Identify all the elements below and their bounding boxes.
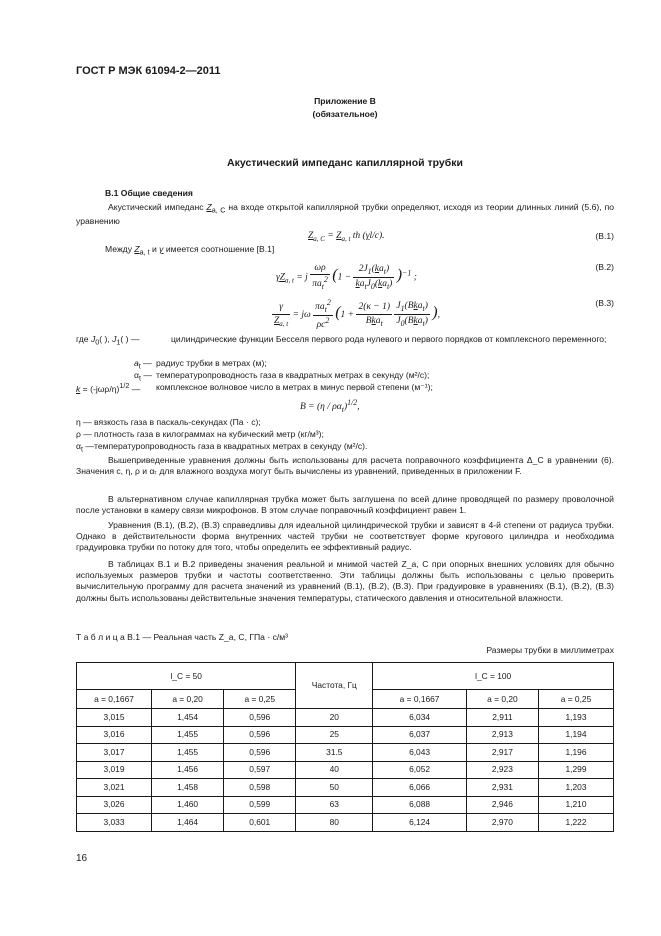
table-cell: 25 [296,726,373,744]
definition-symbol: $k = (-j\omega\rho/\eta)^{1/2}$ — [76,382,141,394]
definition-text: температуропроводность газа в квадратных метрах в секунду (м²/с); [156,370,430,380]
table-cell: 2,917 [466,744,538,762]
table-caption: Т а б л и ц а B.1 — Реальная часть Z_a, C, ГПа · с/м³ [76,632,289,642]
table-body [77,709,614,832]
table-cell: 2,911 [466,709,538,727]
table-cell: 3,019 [77,761,152,779]
table-cell: 2,913 [466,726,538,744]
paragraph: В альтернативном случае капиллярная трубка может быть заглушена по всей длине проводящей по размеру проволочной после установки в камеру связи микрофонов. В этом случае поправочный коэффициент равен 1. [76,494,614,516]
table-cell: 0,601 [224,814,296,832]
relation-intro: Между $Z_{a, t}$ и γ имеется соотношение [B.1] [105,244,275,257]
table-cell: 2,970 [466,814,538,832]
table-cell: 3,033 [77,814,152,832]
table-cell: 1,203 [539,779,614,797]
table-cell: 6,052 [373,761,466,779]
equation-b1: $Z_{a, C} = Z_{a, t}$ th (γl/c). [308,231,385,243]
table-cell: 1,196 [539,744,614,762]
table-cell: 40 [296,761,373,779]
table-cell: 6,088 [373,796,466,814]
definition-text: радиус трубки в метрах (м); [156,358,267,368]
column-header: a = 0,1667 [77,690,152,709]
group-header: l_C = 50 [77,663,296,690]
paragraph: В таблицах B.1 и B.2 приведены значения реальной и мнимой частей Z_a, C при опорных внешних условиях для обычно используемых размеров трубки и частоты соответственно. Эти таблицы должны быть использованы с целью проверить вычислительную программу для расчета значений из уравнений (B.1), (B.2), (B.3). При градуировке в уравнениях (B.1), (B.2), (B.3) должны быть использованы действительные значения температуры, статического давления и относительной влажности. [76,559,614,603]
annex-heading: Акустический импеданс капиллярной трубки [227,157,463,169]
equation-b2-number: (B.2) [595,262,614,272]
table-cell: 2,923 [466,761,538,779]
table-row [77,709,614,727]
column-header: a = 0,20 [152,690,224,709]
table-cell: 3,016 [77,726,152,744]
annex-title: Приложение B [314,96,376,106]
frequency-header: Частота, Гц [296,663,373,709]
table-cell: 3,017 [77,744,152,762]
column-header: a = 0,1667 [373,690,466,709]
table-cell: 6,066 [373,779,466,797]
table-row [77,744,614,762]
definition-text: вязкость газа в паскаль-секундах (Па · с); [94,417,261,427]
table-cell: 0,596 [224,709,296,727]
definition-text: комплексное волновое число в метрах в минус первой степени (м⁻¹); [156,382,433,392]
table-cell: 0,596 [224,744,296,762]
table-cell: 1,456 [152,761,224,779]
table-cell: 3,015 [77,709,152,727]
table-cell: 1,455 [152,744,224,762]
table-row [77,796,614,814]
column-header: a = 0,20 [466,690,538,709]
table-cell: 0,596 [224,726,296,744]
annex-status: (обязательное) [312,109,378,119]
table-cell: 80 [296,814,373,832]
table-row [77,761,614,779]
definition-symbol: $\alpha_t$ — [134,370,152,383]
equation-b2: $\gamma Z_{a, t} = j$ $\frac{\omega\rho}{\pi a_t^2}$ (1 − $\frac{2J_1(ka_t)}{ka_tJ_0(ka_t)}$ )$^{-1}$ ; [276,263,417,292]
table-cell: 2,946 [466,796,538,814]
definition-text: цилиндрические функции Бесселя первого рода нулевого и первого порядков от комплексного переменного; [171,334,607,344]
table-cell: 1,193 [539,709,614,727]
table-row [77,779,614,797]
table-cell: 6,037 [373,726,466,744]
table-cell: 6,043 [373,744,466,762]
table-cell: 1,454 [152,709,224,727]
paragraph: Уравнения (B.1), (B.2), (B.3) справедливы для идеальной цилиндрической трубки и зависят в 4-й степени от радиуса трубки. Однако в действительности форма внутренних частей трубки не соответствует форме кругового цилиндра и необходима градуировка трубки по потоку для того, чтобы определить ее эффективный радиус. [76,520,614,553]
data-table [76,662,614,832]
definition-symbol: ρ — [76,429,92,439]
table-row [77,814,614,832]
table-cell: 6,124 [373,814,466,832]
table-cell: 0,599 [224,796,296,814]
table-cell: 1,299 [539,761,614,779]
definition-symbol: η — [76,417,92,427]
equation-b3-number: (B.3) [595,298,614,308]
table-cell: 31.5 [296,744,373,762]
paragraph: Вышеприведенные уравнения должны быть использованы для расчета поправочного коэффициента Δ_C в уравнении (6). Значения c, η, ρ и αₜ для влажного воздуха могут быть вычислены из уравнений, приведенных в приложении F. [76,455,614,477]
table-cell: 1,460 [152,796,224,814]
table-cell: 1,464 [152,814,224,832]
column-header: a = 0,25 [224,690,296,709]
table-header-row [77,663,614,690]
table-units-note: Размеры трубки в миллиметрах [486,645,614,655]
table-cell: 6,034 [373,709,466,727]
equation-b: $B = (\eta / \rho\alpha_t)^{1/2}$, [300,398,360,415]
equation-b3: $\frac{\gamma}{Z_{a, t}}$ = jω $\frac{\pi a_t^2}{\rho c^2}$ (1 + $\frac{2(\kappa - 1)}{Bka_t}$ $\frac{J_1(Bka_t)}{J_0(Bka_t)}$ ), [274,298,440,331]
document-id: ГОСТ Р МЭК 61094-2—2011 [76,65,221,77]
table-cell: 1,194 [539,726,614,744]
table-cell: 63 [296,796,373,814]
group-header: l_C = 100 [373,663,614,690]
table-cell: 1,458 [152,779,224,797]
definition-text: плотность газа в килограммах на кубический метр (кг/м³); [94,429,324,439]
definition-symbol: где $J_0$( ), $J_1$( ) — [76,334,140,347]
equation-b1-number: (B.1) [595,231,614,241]
table-cell: 1,222 [539,814,614,832]
table-cell: 2,931 [466,779,538,797]
table-cell: 20 [296,709,373,727]
column-header: a = 0,25 [539,690,614,709]
section-title: B.1 Общие сведения [105,188,193,198]
table-cell: 0,598 [224,779,296,797]
page-number: 16 [76,853,88,864]
table-row [77,726,614,744]
definition-text: температуропроводность газа в квадратных метрах в секунду (м²/с). [94,441,368,451]
table-cell: 0,597 [224,761,296,779]
table-cell: 50 [296,779,373,797]
table-cell: 3,021 [77,779,152,797]
intro-paragraph: Акустический импеданс $Z_{a, C}$ на входе открытой капиллярной трубки определяют, исходя из теории длинных линий (5.6), по уравнению [76,202,614,227]
table-cell: 1,210 [539,796,614,814]
table-cell: 1,455 [152,726,224,744]
definition-symbol: $\alpha_t$ — [76,441,94,454]
table-cell: 3,026 [77,796,152,814]
definition-symbol: $a_t$ — [134,358,152,371]
